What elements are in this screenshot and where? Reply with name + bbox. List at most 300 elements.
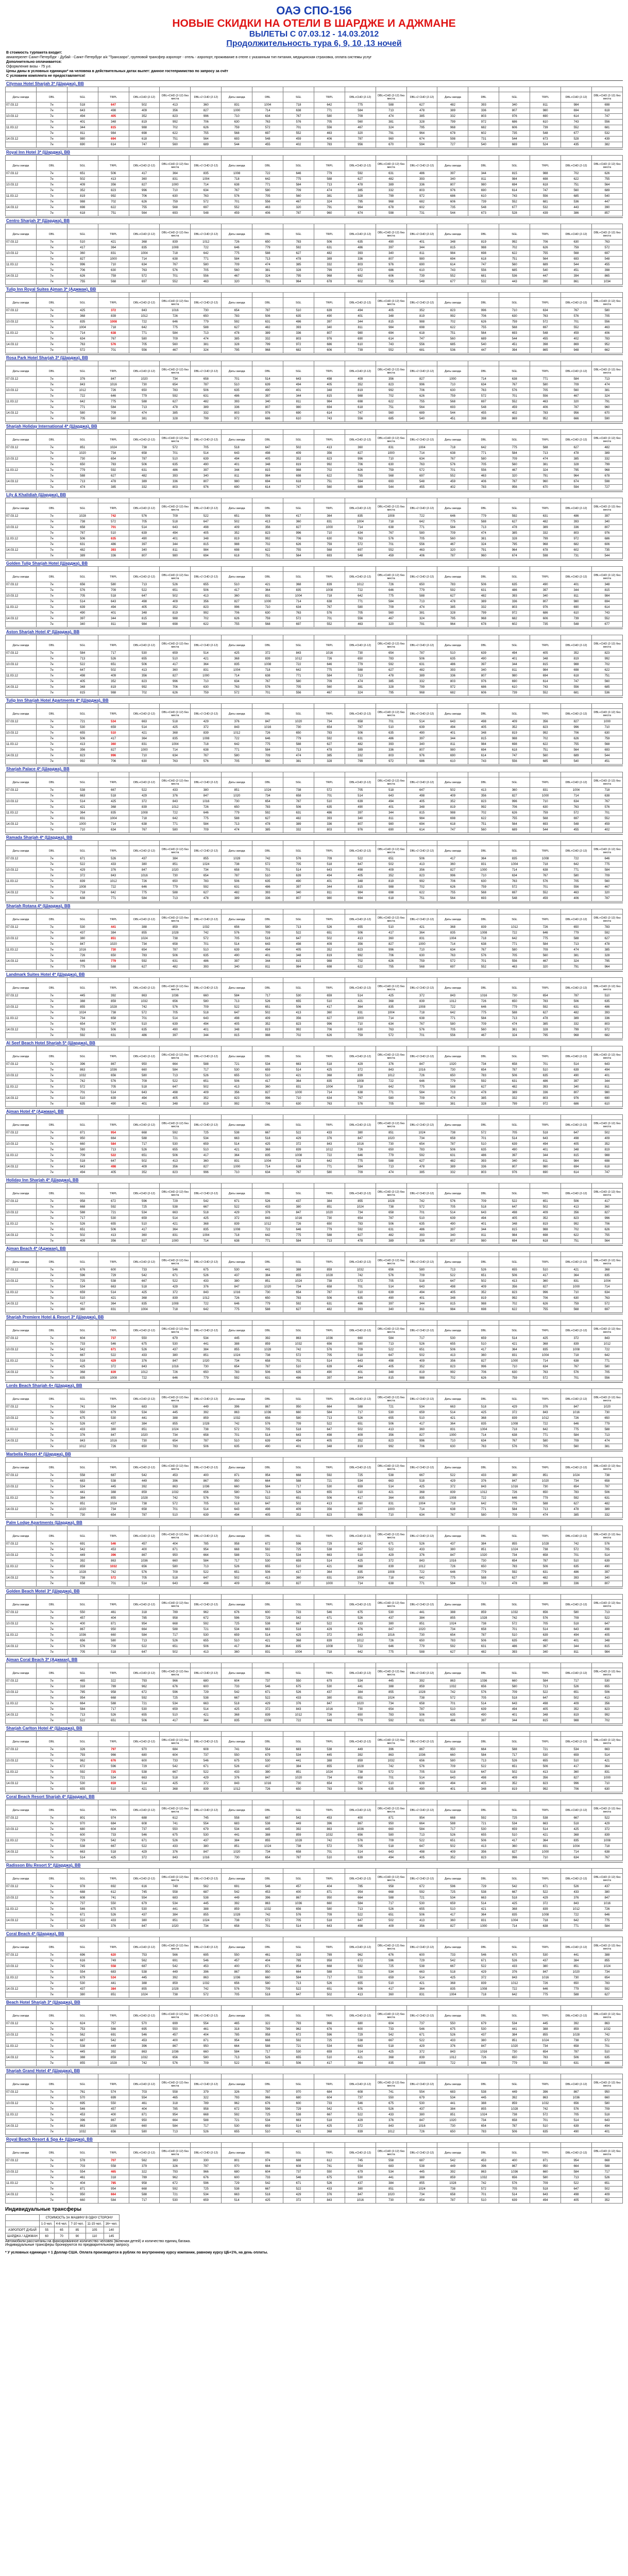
room-type-cell: [283, 1046, 314, 1052]
nights-cell: 7н: [36, 1342, 67, 1347]
price-cell: 556: [499, 959, 530, 964]
price-cell: 759: [437, 394, 468, 399]
price-cell: 980: [561, 599, 592, 605]
price-cell: 751: [561, 1239, 592, 1244]
price-cell: 679: [98, 1410, 129, 1416]
price-cell: 722: [561, 856, 592, 862]
room-type-cell: [191, 635, 222, 640]
price-cell: 956: [345, 142, 376, 148]
nights-cell: 7н: [36, 799, 67, 805]
price-cell: 685: [437, 342, 468, 348]
price-cell: 486: [160, 468, 191, 473]
price-cell: 701: [591, 810, 622, 816]
price-cell: 795: [561, 468, 592, 473]
price-cell: 336: [406, 1239, 437, 1244]
price-cell: 807: [376, 257, 406, 262]
column-header: DBL: [252, 229, 283, 240]
price-cell: 572: [468, 394, 499, 399]
column-header: DBL+CHD (2-12): [561, 1531, 592, 1541]
price-cell: 701: [376, 542, 406, 548]
price-cell: 457: [129, 1541, 160, 1547]
room-type-cell: [36, 772, 67, 777]
price-cell: 702: [376, 394, 406, 399]
price-cell: 673: [530, 137, 561, 142]
price-cell: 429: [314, 1627, 345, 1633]
hotel-name[interactable]: Lily & Khalidiah (Шарджа), BB: [6, 493, 66, 497]
column-header: DBL+CHD (2-12) без места: [591, 1257, 622, 1267]
column-header: Даты заезда: [437, 1257, 468, 1267]
hotel-name[interactable]: Landmark Suites Hotel 4* (Шарджа), BB: [6, 972, 85, 977]
price-cell: 635: [345, 1296, 376, 1301]
price-cell: 650: [252, 240, 283, 245]
column-header: DBL+2 CHD (2-12): [191, 366, 222, 377]
price-cell: 558: [67, 1473, 98, 1479]
room-type-cell: [561, 704, 592, 709]
room-type-cell: [67, 1389, 98, 1394]
table-row: [6, 1227, 623, 1233]
price-cell: 433: [191, 1279, 222, 1284]
room-type-cell: [129, 1046, 160, 1052]
nights-cell: 7н: [36, 399, 67, 405]
price-cell: 996: [314, 1022, 345, 1027]
price-cell: 490: [561, 1073, 592, 1079]
column-header: DBL+CHD (2-12) без места: [591, 572, 622, 582]
price-cell: 811: [314, 890, 345, 896]
price-cell: 698: [561, 668, 592, 673]
column-header: TRPL: [314, 777, 345, 788]
hotel-name[interactable]: Lords Beach Sharjah 4+ (Шарджа), BB: [6, 1383, 82, 1388]
hotel-name[interactable]: Golden Beach Motel 3* (Шарджа), BB: [6, 1589, 80, 1594]
price-cell: 714: [314, 1090, 345, 1096]
price-cell: 556: [530, 394, 561, 399]
price-cell: 344: [252, 959, 283, 964]
nights-cell: 7н: [36, 519, 67, 525]
price-cell: 693: [561, 257, 592, 262]
date-cell: [6, 1101, 37, 1107]
price-cell: 530: [376, 1410, 406, 1416]
room-type-cell: [406, 841, 437, 846]
hotel-name[interactable]: Sharjah Rotana 4* (Шарджа), BB: [6, 904, 71, 908]
hotel-block: [5, 1040, 623, 1107]
hotel-name[interactable]: Ramada Sharjah 4* (Шарджа), BB: [6, 835, 73, 840]
hotel-name[interactable]: Rosa Park Hotel Sharjah 3* (Шарджа), BB: [6, 355, 88, 360]
price-cell: 530: [252, 1558, 283, 1564]
price-cell: 847: [98, 377, 129, 382]
hotel-name[interactable]: Tulip Inn Royal Suites Ajman 3* (Аджман), BB: [6, 287, 96, 292]
price-cell: 421: [191, 656, 222, 662]
price-cell: 992: [376, 1444, 406, 1450]
price-cell: 823: [437, 1364, 468, 1370]
price-cell: 651: [530, 1199, 561, 1205]
price-cell: 827: [191, 108, 222, 114]
price-cell: 646: [129, 885, 160, 890]
price-cell: 775: [499, 1501, 530, 1507]
room-type-cell: [67, 1115, 98, 1120]
price-cell: 647: [252, 445, 283, 451]
price-cell: 580: [499, 947, 530, 953]
nights-cell: 7н: [36, 279, 67, 285]
table-row: [6, 103, 623, 108]
price-cell: 714: [561, 793, 592, 799]
price-cell: 642: [437, 1010, 468, 1016]
price-cell: 851: [345, 1696, 376, 1701]
price-cell: 1008: [222, 171, 252, 177]
column-header: DBL+CHD (2-12): [345, 161, 376, 171]
table-row: [6, 1444, 623, 1450]
room-type-cell: [36, 909, 67, 914]
room-type-cell: [499, 1389, 530, 1394]
room-type-cell: [252, 1252, 283, 1257]
price-cell: 847: [376, 1627, 406, 1633]
price-cell: 968: [591, 468, 622, 473]
room-type-cell: [437, 1663, 468, 1668]
price-cell: 783: [283, 1296, 314, 1301]
price-cell: 421: [160, 1222, 191, 1227]
price-cell: 510: [376, 925, 406, 930]
room-type-cell: [530, 293, 561, 298]
price-cell: 984: [129, 622, 160, 628]
column-header: DBL+CHD (2-12): [129, 709, 160, 719]
nights-cell: 7н: [36, 1027, 67, 1033]
price-cell: 705: [252, 194, 283, 199]
hotel-name[interactable]: Sharjah Premiere Hotel & Resort 3* (Шарджа), BB: [6, 1315, 104, 1319]
hotel-name[interactable]: Aston Sharjah Hotel 4* (Шарджа), BB: [6, 630, 80, 634]
price-cell: 522: [160, 1079, 191, 1084]
room-type-cell: [98, 224, 129, 229]
price-cell: 642: [345, 594, 376, 599]
price-cell: 799: [499, 1101, 530, 1107]
price-cell: 710: [252, 605, 283, 611]
price-cell: 642: [499, 936, 530, 942]
column-header: TRPL: [530, 846, 561, 856]
price-cell: 336: [376, 748, 406, 753]
nights-cell: 7н: [36, 1205, 67, 1210]
room-type-cell: [314, 361, 345, 366]
date-cell: 11.03.12: [6, 399, 37, 405]
hotel-name[interactable]: Holiday Inn Sharjah 4* (Шарджа), BB: [6, 1178, 79, 1182]
price-cell: 713: [406, 599, 437, 605]
price-cell: 972: [345, 268, 376, 274]
price-cell: 767: [129, 827, 160, 833]
room-type-cell: [499, 224, 530, 229]
price-cell: 666: [561, 416, 592, 422]
room-type-cell: [191, 430, 222, 435]
price-cell: 988: [222, 542, 252, 548]
price-cell: 627: [499, 1575, 530, 1581]
price-cell: 478: [530, 1016, 561, 1022]
price-cell: 701: [499, 394, 530, 399]
price-cell: 1012: [345, 1638, 376, 1644]
column-header: DBL+CHD (2-12) без места: [591, 92, 622, 103]
room-type-cell: [36, 1115, 67, 1120]
hotel-name[interactable]: Marbella Resort 4* (Шарджа), BB: [6, 1452, 71, 1456]
price-cell: 1024: [437, 1621, 468, 1627]
room-type-cell: [314, 635, 345, 640]
price-cell: 482: [530, 519, 561, 525]
price-cell: 478: [222, 331, 252, 336]
price-cell: 863: [129, 993, 160, 999]
price-cell: 747: [591, 114, 622, 120]
price-cell: 713: [129, 405, 160, 411]
table-row: [6, 257, 623, 262]
table-row: [6, 1610, 623, 1616]
room-type-cell: [191, 1183, 222, 1189]
hotel-name[interactable]: Citymax Hotel Sharjah 3* (Шарджа), BB: [6, 81, 84, 86]
price-cell: 743: [468, 759, 499, 765]
column-header: DBL+CHD (2-12) без места: [160, 1189, 191, 1199]
price-cell: 714: [191, 1239, 222, 1244]
price-cell: 392: [252, 1336, 283, 1342]
hotel-block: [5, 492, 623, 559]
price-cell: 580: [160, 1564, 191, 1570]
price-cell: 622: [468, 816, 499, 822]
price-cell: 401: [561, 1638, 592, 1644]
room-type-cell: [314, 1252, 345, 1257]
price-cell: 630: [499, 314, 530, 319]
nights-cell: 7н: [36, 1684, 67, 1690]
price-cell: 580: [314, 114, 345, 120]
price-cell: 560: [314, 485, 345, 490]
price-cell: 320: [345, 131, 376, 137]
price-cell: 783: [468, 1073, 499, 1079]
price-cell: 706: [561, 731, 592, 736]
price-cell: 526: [468, 1267, 499, 1273]
price-cell: 634: [67, 336, 98, 342]
room-type-cell: [98, 1663, 129, 1668]
column-header: TRPL: [98, 1120, 129, 1130]
price-cell: 368: [345, 1564, 376, 1570]
price-cell: 779: [314, 1227, 345, 1233]
nights-cell: 7н: [36, 142, 67, 148]
price-cell: 702: [499, 245, 530, 251]
price-cell: 344: [499, 662, 530, 668]
price-cell: 980: [160, 553, 191, 559]
price-cell: 655: [591, 1684, 622, 1690]
price-cell: 639: [561, 1067, 592, 1073]
price-cell: 726: [98, 1444, 129, 1450]
table-row: [6, 622, 623, 628]
hotel-name[interactable]: Royal Inn Hotel 3* (Шарджа), BB: [6, 150, 71, 155]
hotel-name[interactable]: Ajman Coral Beach 3* (Аджман), BB: [6, 1657, 78, 1662]
room-type-cell: [406, 293, 437, 298]
nights-cell: 7н: [36, 1301, 67, 1307]
hotel-name[interactable]: Sharjah Holiday International 4* (Шарджа), BB: [6, 424, 97, 429]
price-cell: 429: [160, 1284, 191, 1290]
table-row: [6, 1073, 623, 1079]
price-cell: 807: [561, 1090, 592, 1096]
price-cell: 405: [191, 531, 222, 536]
price-cell: 618: [129, 137, 160, 142]
price-cell: 743: [376, 342, 406, 348]
price-cell: 385: [345, 188, 376, 194]
price-cell: 664: [314, 1404, 345, 1410]
price-cell: 356: [468, 793, 499, 799]
table-row: [6, 1570, 623, 1575]
price-cell: 389: [437, 1164, 468, 1170]
price-cell: 405: [98, 114, 129, 120]
price-cell: 546: [314, 1610, 345, 1616]
column-header: SGL: [283, 298, 314, 308]
price-cell: 839: [98, 1370, 129, 1376]
price-cell: 726: [252, 731, 283, 736]
price-cell: 714: [376, 1016, 406, 1022]
column-header: TRPL: [530, 640, 561, 651]
room-type-cell: [98, 1389, 129, 1394]
column-header: SGL: [283, 1120, 314, 1130]
price-cell: 506: [345, 731, 376, 736]
price-cell: 783: [222, 314, 252, 319]
room-type-cell: [129, 772, 160, 777]
price-cell: 697: [530, 325, 561, 331]
price-cell: 847: [345, 1136, 376, 1142]
price-cell: 647: [591, 1621, 622, 1627]
column-header: DBL: [36, 1189, 67, 1199]
table-row: [6, 1404, 623, 1410]
nights-cell: 7н: [36, 588, 67, 594]
price-cell: 396: [98, 1553, 129, 1558]
price-cell: 498: [561, 1136, 592, 1142]
price-cell: 385: [561, 1513, 592, 1518]
column-header: Даты заезда: [6, 435, 37, 445]
price-cell: 984: [191, 548, 222, 553]
price-cell: 638: [437, 451, 468, 456]
price-cell: 647: [160, 1084, 191, 1090]
price-cell: 510: [283, 1564, 314, 1570]
price-cell: 730: [191, 308, 222, 314]
price-cell: 1032: [345, 1267, 376, 1273]
price-cell: 681: [406, 348, 437, 353]
column-header: SGL: [283, 1463, 314, 1473]
hotel-name[interactable]: Ajman Hotel 4* (Аджман), BB: [6, 1109, 64, 1114]
price-cell: 348: [437, 240, 468, 245]
price-cell: 709: [561, 382, 592, 388]
price-cell: 584: [98, 405, 129, 411]
price-cell: 713: [314, 1416, 345, 1421]
date-cell: [6, 599, 37, 605]
price-cell: 717: [283, 1484, 314, 1490]
price-cell: 984: [561, 1159, 592, 1164]
hotel-name[interactable]: Tulip Inn Sharjah Hotel Apartments 4* (Шарджа), BB: [6, 698, 109, 703]
table-row: [6, 1564, 623, 1570]
price-cell: 639: [314, 1364, 345, 1370]
price-cell: 381: [561, 953, 592, 959]
price-cell: 530: [191, 1633, 222, 1638]
price-cell: 1000: [530, 793, 561, 799]
column-header: DBL+2 CHD (2-12): [191, 435, 222, 445]
price-cell: 622: [591, 668, 622, 673]
price-cell: 789: [98, 1684, 129, 1690]
price-cell: 610: [345, 342, 376, 348]
price-cell: 618: [561, 673, 592, 679]
table-row: [6, 1507, 623, 1513]
price-cell: 441: [345, 1684, 376, 1690]
price-cell: 393: [252, 890, 283, 896]
price-cell: 815: [191, 542, 222, 548]
table-row: [6, 879, 623, 885]
column-header: DBL+CHD (2-12): [345, 503, 376, 514]
column-header: DBL+CHD (2-12): [129, 1531, 160, 1541]
price-cell: 996: [67, 262, 98, 268]
price-cell: 348: [314, 1444, 345, 1450]
room-type-cell: [468, 1595, 499, 1600]
price-cell: 660: [129, 1067, 160, 1073]
room-type-cell: [437, 498, 468, 503]
price-cell: 494: [98, 605, 129, 611]
price-cell: 980: [283, 405, 314, 411]
column-header: DBL+CHD (2-12) без места: [160, 161, 191, 171]
column-header: DBL+CHD (2-12): [561, 1052, 592, 1062]
price-cell: 706: [252, 1101, 283, 1107]
price-cell: 646: [499, 1496, 530, 1501]
column-header: SGL: [67, 435, 98, 445]
price-cell: 576: [591, 1541, 622, 1547]
price-cell: 522: [222, 1005, 252, 1010]
table-row: [6, 114, 623, 120]
price-cell: 734: [345, 1210, 376, 1216]
price-cell: 1012: [406, 1564, 437, 1570]
price-cell: 654: [222, 308, 252, 314]
room-type-cell: [129, 978, 160, 983]
price-cell: 526: [283, 1490, 314, 1496]
price-cell: 564: [591, 1239, 622, 1244]
price-cell: 738: [591, 1473, 622, 1479]
table-row: [6, 445, 623, 451]
price-cell: 1000: [406, 942, 437, 947]
column-header: DBL+CHD (2-12) без места: [376, 161, 406, 171]
hotel-name[interactable]: Al Seef Beach Hotel Sharjah 5* (Шарджа), BB: [6, 1041, 95, 1045]
hotel-name[interactable]: Centro Sharjah 3* (Шарджа), BB: [6, 218, 70, 223]
room-type-cell: [98, 1115, 129, 1120]
price-cell: 950: [283, 1404, 314, 1410]
price-table: [5, 155, 623, 216]
price-cell: 722: [252, 171, 283, 177]
column-header: TRPL: [530, 503, 561, 514]
room-type-cell: [530, 1389, 561, 1394]
hotel-name[interactable]: Sharjah Palace 4* (Шарджа), BB: [6, 767, 70, 771]
nights-cell: 7н: [36, 462, 67, 468]
price-cell: 742: [345, 1273, 376, 1279]
price-cell: 705: [129, 519, 160, 525]
price-cell: 490: [314, 1370, 345, 1376]
price-cell: 588: [98, 964, 129, 970]
price-cell: 730: [98, 947, 129, 953]
price-cell: 421: [499, 1342, 530, 1347]
price-cell: 677: [499, 205, 530, 211]
price-cell: 627: [406, 1159, 437, 1164]
price-cell: 698: [468, 251, 499, 257]
price-cell: 534: [222, 1627, 252, 1633]
price-cell: 743: [530, 685, 561, 690]
hotel-name[interactable]: Golden Tulip Sharjah Hotel (Шарджа), BB: [6, 561, 88, 566]
price-cell: 518: [98, 594, 129, 599]
price-cell: 482: [437, 103, 468, 108]
room-type-cell: [499, 704, 530, 709]
table-row: [6, 1701, 623, 1707]
price-cell: 482: [283, 816, 314, 822]
price-cell: 819: [252, 1027, 283, 1033]
hotel-name[interactable]: Ajman Beach 4* (Аджман), BB: [6, 1246, 66, 1251]
room-type-cell: [561, 87, 592, 92]
room-type-cell: [468, 841, 499, 846]
column-header: SGL: [283, 435, 314, 445]
price-cell: 831: [561, 1279, 592, 1284]
price-cell: 556: [345, 616, 376, 622]
price-cell: 400: [129, 1547, 160, 1553]
room-type-cell: [252, 1183, 283, 1189]
column-header: DBL+CHD (2-12) без места: [160, 298, 191, 308]
hotel-name[interactable]: Palm Lodge Apartments (Шарджа), BB: [6, 1520, 82, 1525]
price-cell: 364: [376, 1496, 406, 1501]
